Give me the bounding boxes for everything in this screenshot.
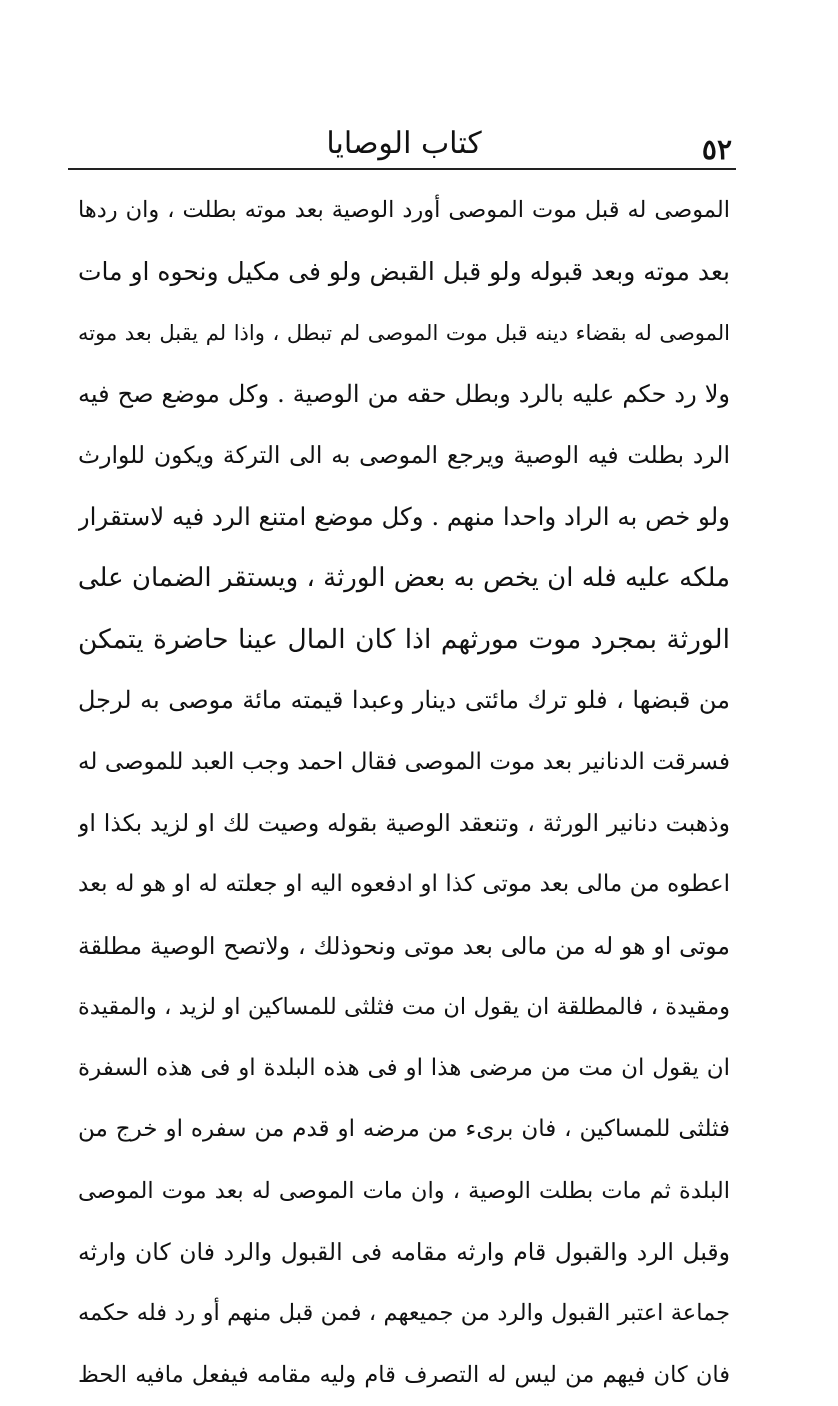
text-line: الموصى له بقضاء دينه قبل موت الموصى لم تبطل ، واذا لم يقبل بعد موته <box>78 320 730 345</box>
text-line: موتى او هو له من مالى بعد موتى ونحوذلك ، ولاتصح الوصية مطلقة <box>78 931 730 960</box>
header-rule <box>68 168 736 170</box>
text-line: البلدة ثم مات بطلت الوصية ، وان مات الموصى له بعد موت الموصى <box>78 1177 730 1204</box>
text-line: فان كان فيهم من ليس له التصرف قام وليه مقامه فيفعل مافيه الحظ <box>78 1361 730 1388</box>
text-line: ملكه عليه فله ان يخص به بعض الورثة ، ويستقر الضمان على <box>78 562 730 593</box>
text-line: الموصى له قبل موت الموصى أورد الوصية بعد موته بطلت ، وان ردها <box>78 197 730 223</box>
text-line: ولا رد حكم عليه بالرد وبطل حقه من الوصية . وكل موضع صح فيه <box>78 379 730 408</box>
text-line: فثلثى للمساكين ، فان برىء من مرضه او قدم من سفره او خرج من <box>78 1116 730 1143</box>
page-header <box>70 120 738 170</box>
text-line: الورثة بمجرد موت مورثهم اذا كان المال عينا حاضرة يتمكن <box>78 624 730 656</box>
text-line: وذهبت دنانير الورثة ، وتنعقد الوصية بقوله وصيت لك او لزيد بكذا او <box>78 808 730 837</box>
text-line: من قبضها ، فلو ترك مائتى دينار وعبدا قيمته مائة موصى به لرجل <box>78 686 730 715</box>
text-line: ومقيدة ، فالمطلقة ان يقول ان مت فثلثى للمساكين او لزيد ، والمقيدة <box>78 993 730 1020</box>
text-line: فسرقت الدنانير بعد موت الموصى فقال احمد وجب العبد للموصى له <box>78 748 730 775</box>
text-line: اعطوه من مالى بعد موتى كذا او ادفعوه اليه او جعلته له او هو له بعد <box>78 871 730 898</box>
text-line: وقبل الرد والقبول قام وارثه مقامه فى القبول والرد فان كان وارثه <box>78 1238 730 1267</box>
text-line: بعد موته وبعد قبوله ولو قبل القبض ولو فى مكيل ونحوه او مات <box>78 257 730 287</box>
page-number: ٥٢ <box>701 133 732 166</box>
text-line: ان يقول ان مت من مرضى هذا او فى هذه البلدة او فى هذه السفرة <box>78 1055 730 1082</box>
text-line: الرد بطلت فيه الوصية ويرجع الموصى به الى التركة ويكون للوارث <box>78 441 730 470</box>
body-text <box>78 180 730 1406</box>
text-line: جماعة اعتبر القبول والرد من جميعهم ، فمن قبل منهم أو رد فله حكمه <box>78 1300 730 1327</box>
running-title: كتاب الوصايا <box>326 126 482 161</box>
text-line: ولو خص به الراد واحدا منهم . وكل موضع امتنع الرد فيه لاستقرار <box>78 502 730 532</box>
